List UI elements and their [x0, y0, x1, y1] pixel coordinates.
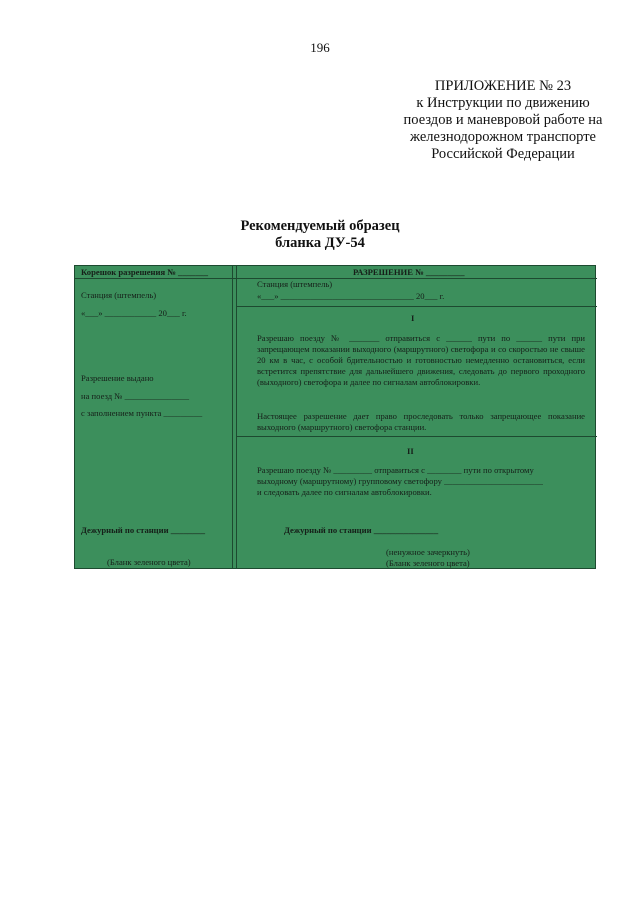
form-title	[0, 218, 640, 252]
stub-duty-officer: Дежурный по станции ________	[81, 525, 206, 535]
appendix-title: ПРИЛОЖЕНИЕ № 23	[434, 78, 572, 94]
stub-station: Станция (штемпель)	[81, 290, 157, 300]
permit-station: Станция (штемпель)	[257, 279, 333, 289]
appendix-line: Российской Федерации	[431, 146, 575, 162]
permit-text-3: и следовать далее по сигналам автоблокировки.	[257, 487, 432, 497]
permit-header: РАЗРЕШЕНИЕ № _________	[353, 267, 465, 277]
permit-strike-note: (ненужное зачеркнуть)	[386, 547, 470, 557]
header-divider	[75, 278, 597, 279]
permit-duty-officer: Дежурный по станции _______________	[284, 525, 439, 535]
permit-text-3: выходному (маршрутному) групповому светофору _______________________	[257, 476, 543, 486]
appendix-header	[378, 78, 628, 163]
permit-date: «___» _______________________________ 20___ г.	[257, 291, 445, 301]
form-title-line: бланка ДУ-54	[275, 235, 365, 251]
stub-issued: Разрешение выдано	[81, 373, 154, 383]
stub-filled: с заполнением пункта _________	[81, 408, 203, 418]
column-divider	[236, 266, 237, 568]
permit-section-1: I	[411, 313, 415, 323]
appendix-line: к Инструкции по движению	[416, 95, 590, 111]
appendix-line: железнодорожном транспорте	[410, 129, 596, 145]
stub-color-note: (Бланк зеленого цвета)	[107, 557, 191, 567]
permit-text-2: Настоящее разрешение дает право проследовать только запрещающее показание выходного (маршрутного) светофора станции.	[257, 411, 585, 432]
appendix-line: поездов и маневровой работе на	[403, 112, 603, 128]
form-title-line: Рекомендуемый образец	[240, 218, 400, 234]
column-divider	[232, 266, 233, 568]
section-divider	[237, 436, 597, 437]
permit-text-3: Разрешаю поезду № _________ отправиться с ________ пути по открытому	[257, 465, 534, 475]
stub-train: на поезд № _______________	[81, 391, 190, 401]
stub-header: Корешок разрешения № _______	[81, 267, 209, 277]
permit-section-2: II	[407, 446, 414, 456]
permit-text-1: Разрешаю поезду № _______ отправиться с ______ пути по ______ пути при запрещающем показании выходного (маршрутного) светофора и со скоростью не свыше 20 км в час, с особой бдительностью и готовностью немедленно остановиться, если встретится препятствие для дальнейшего движения, следовать до первого проходного (выходного) светофора и далее по сигналам автоблокировки.	[257, 333, 585, 387]
page-number: 196	[310, 40, 330, 55]
permit-color-note: (Бланк зеленого цвета)	[386, 558, 470, 568]
section-divider	[237, 306, 597, 307]
green-form-du-54	[74, 265, 596, 569]
stub-date: «___» ____________ 20___ г.	[81, 308, 187, 318]
